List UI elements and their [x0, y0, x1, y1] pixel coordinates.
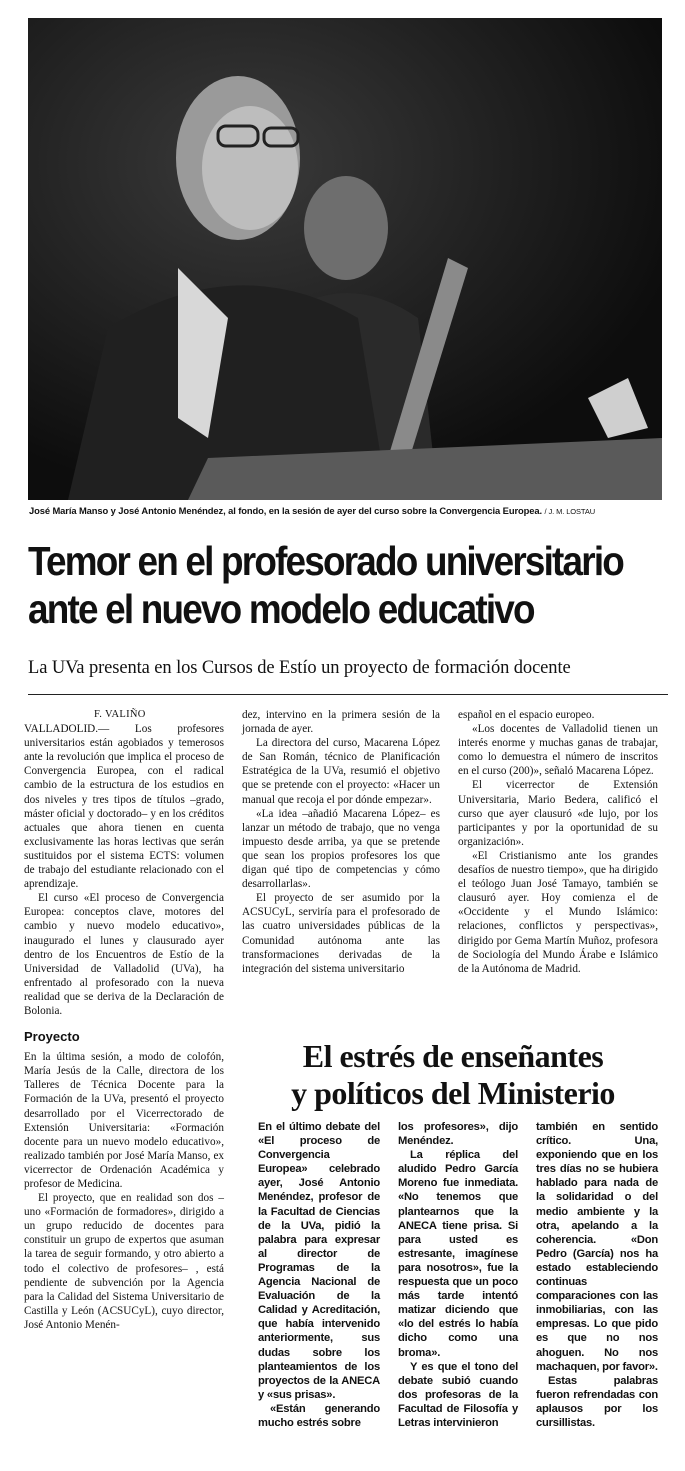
box-paragraph: «Están generando mucho estrés sobre: [258, 1402, 380, 1429]
box-title-line-1: El estrés de enseñantes: [302, 1038, 604, 1074]
box-title: [238, 1038, 668, 1112]
article-paragraph: «La idea –añadió Macarena López– es lanzar un método de trabajo, que no venga impuesto desde arriba, ya que se pretende que sean los propios profesores los que digan qué tipo de competencias y cómo desarrollarlas».: [242, 807, 440, 891]
article-paragraph: «Los docentes de Valladolid tienen un interés enorme y muchas ganas de trabajar, como lo demuestra el número de inscritos en el curso (200)», señaló Macarena López.: [458, 723, 658, 778]
article-paragraph: español en el espacio europeo.: [458, 709, 595, 721]
news-photo: [28, 18, 662, 500]
box-column-1: [258, 1120, 380, 1430]
box-paragraph: Y es que el tono del debate subió cuando dos profesoras de la Facultad de Filosofía y Letras intervinieron: [398, 1360, 518, 1429]
subheadline: La UVa presenta en los Cursos de Estío un proyecto de formación docente: [28, 658, 571, 678]
box-paragraph: también en sentido crítico. Una, exponiendo que en los tres días no se hubiera hablado para nada de la solidaridad o del medio ambiente y la otra, apelando a la coherencia. «Don Pedro (García) nos ha estado estableciendo continuas comparaciones con las inmobiliarias, con las empresas. Lo que pido es que no nos ahoguen. No nos machaquen, por favor».: [536, 1121, 658, 1373]
article-paragraph: El curso «El proceso de Convergencia Europea: conceptos clave, motores del cambio y nuevo modelo educativo», inaugurado el lunes y clausurado ayer dentro de los Encuentros de Estío de la Universidad de Valladolid (UVa), ha enfrentado al profesorado con la nueva realidad que se deriva de la Declaración de Bolonia.: [24, 892, 224, 1017]
box-column-3: [536, 1120, 658, 1430]
article-paragraph: «El Cristianismo ante los grandes desafíos de nuestro tiempo», que ha dirigido el teólogo Juan José Tamayo, también se clausuró ayer. Hoy comienza el de «Occidente y el Mundo Islámico: relaciones, conflictos y perspectivas», dirigido por Gema Martín Muñoz, profesora de Sociología del Mundo Árabe e Islámico de la Autónoma de Madrid.: [458, 849, 658, 975]
box-title-line-2: y políticos del Ministerio: [291, 1075, 615, 1111]
article-paragraph: El proyecto de ser asumido por la ACSUCyL, serviría para el profesorado de las cuatro universidades públicas de la Comunidad autónoma ante las transformaciones derivadas de la integración del sistema universitario: [242, 892, 440, 975]
article-paragraph: dez, intervino en la primera sesión de la jornada de ayer.: [242, 709, 440, 736]
caption-text: José María Manso y José Antonio Menéndez, al fondo, en la sesión de ayer del curso sobre la Convergencia Europea.: [29, 505, 542, 516]
article-column-2: [242, 708, 440, 976]
photo-caption: [29, 505, 669, 516]
box-column-2: [398, 1120, 518, 1430]
article-paragraph: En la última sesión, a modo de colofón, María Jesús de la Calle, directora de los Talleres de Técnica Docente para la Formación de la UVa, presentó el proyecto desarrollado por el Vicerrectorado de Extensión Universitaria: «Formación docente para un nuevo modelo educativo», realizado también por José María Manso, ex vicerrector de Ordenación Académica y profesor de Medicina.: [24, 1051, 224, 1190]
article-column-3: [458, 708, 658, 976]
byline: F. VALIÑO: [94, 709, 146, 720]
box-paragraph: los profesores», dijo Menéndez.: [398, 1121, 518, 1148]
box-paragraph: La réplica del aludido Pedro García Moreno fue inmediata. «No tenemos que plantearnos que la ANECA tiene prisa. Si para usted es estresante, imagínese para nosotros», fue la respuesta que un poco más tarde intentó matizar diciendo que «lo del estrés lo había dicho como una broma».: [398, 1149, 518, 1359]
headline-line-2: ante el nuevo modelo educativo: [28, 586, 534, 632]
article-column-1: [24, 708, 224, 1332]
photo-credit: / J. M. LOSTAU: [544, 507, 596, 516]
headline-line-1: Temor en el profesorado universitario: [28, 538, 624, 584]
article-paragraph: El proyecto, que en realidad son dos – uno «Formación de formadores», dirigido a un grupo reducido de docentes para constituir un grupo de expertos que asuman la tarea de seguir formando, y otro abierto a todo el colectivo de profesores– , está pendiente de subvención por la Agencia para la Calidad del Sistema Universitario de Castilla y León (ACSUCyL), cuyo director, José Antonio Menén-: [24, 1192, 224, 1331]
article-paragraph: La directora del curso, Macarena López de San Román, técnico de Planificación Estratégica de la UVa, resumió el objetivo que se pretende con el proyecto: «Hacer un manual que recoja el por dónde empezar».: [242, 737, 440, 806]
box-paragraph: En el último debate del «El proceso de Convergencia Europea» celebrado ayer, José Antonio Menéndez, profesor de la Facultad de Ciencias de la UVa, pidió la palabra para expresar al director de Programas de la Agencia Nacional de Evaluación de la Calidad y Acreditación, que había intervenido anteriormente, sus dudas sobre los planteamientos de los proyectos de la ANECA y «sus prisas».: [258, 1121, 380, 1401]
section-title: Proyecto: [24, 1029, 80, 1045]
divider: [28, 694, 668, 695]
box-paragraph: Estas palabras fueron refrendadas con aplausos por los cursillistas.: [536, 1374, 658, 1429]
article-paragraph: VALLADOLID.— Los profesores universitarios están agobiados y temerosos ante la revolución que implica el proceso de Convergencia Europea, con el radical cambio de la estructura de los estudios en dos niveles y tres tipos de títulos –grado, máster oficial y doctorado– y en los créditos actuales que ahora tienen en cuenta exclusivamente las horas lectivas que serán sustituidos por el sistema ECTS: volumen de trabajo del estudiante relacionado con el aprendizaje.: [24, 723, 224, 891]
article-paragraph: El vicerrector de Extensión Universitaria, Mario Bedera, calificó el curso que ayer clausuró «de lujo, por los participantes y por la oportunidad de su organización».: [458, 779, 658, 848]
headline: [28, 537, 624, 633]
photo-illustration: [28, 18, 662, 500]
